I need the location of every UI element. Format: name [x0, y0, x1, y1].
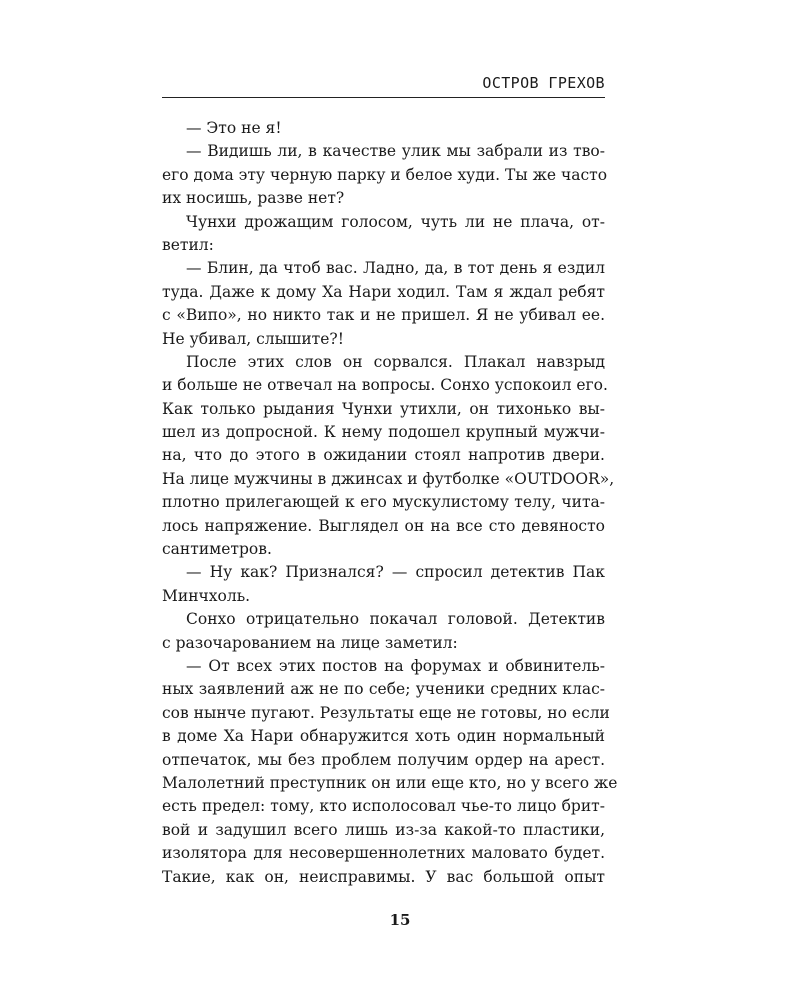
body-text [162, 117, 618, 889]
text-line: шел из допросной. К нему подошел крупный мужчи- [162, 423, 605, 442]
text-line: их носишь, разве нет? [162, 189, 345, 208]
text-line: — Видишь ли, в качестве улик мы забрали из тво- [186, 142, 605, 161]
text-line: ветил: [162, 235, 214, 254]
text-line: На лице мужчины в джинсах и футболке «OUTDOOR», [162, 469, 615, 488]
text-line: отпечаток, мы без проблем получим ордер на арест. [162, 750, 605, 769]
text-line: плотно прилегающей к его мускулистому телу, чита- [162, 493, 605, 512]
text-line: туда. Даже к дому Ха Нари ходил. Там я ждал ребят [162, 282, 605, 301]
text-line: — От всех этих постов на форумах и обвинитель- [186, 656, 605, 675]
text-line: лось напряжение. Выглядел он на все сто девяносто [162, 516, 605, 535]
text-line: После этих слов он сорвался. Плакал навзрыд [186, 352, 605, 371]
text-line: Такие, как он, неисправимы. У вас большой опыт [162, 867, 605, 886]
page-number: 15 [389, 911, 411, 929]
text-line: сов нынче пугают. Результаты еще не готовы, но если [162, 703, 610, 722]
text-line: — Ну как? Признался? — спросил детектив Пак [186, 563, 605, 582]
text-line: Сонхо отрицательно покачал головой. Детектив [186, 610, 605, 629]
text-line: есть предел: тому, кто исполосовал чье-то лицо брит- [162, 797, 605, 816]
text-line: — Это не я! [186, 119, 282, 137]
text-line: Чунхи дрожащим голосом, чуть ли не плача, от- [186, 212, 605, 231]
header-rule [162, 97, 605, 98]
running-title: ОСТРОВ ГРЕХОВ [482, 74, 605, 92]
text-line: изолятора для несовершеннолетних маловато будет. [162, 844, 605, 863]
text-line: в доме Ха Нари обнаружится хоть один нормальный [162, 727, 605, 746]
text-line: и больше не отвечал на вопросы. Сонхо успокоил его. [162, 376, 608, 395]
text-line: ных заявлений аж не по себе; ученики средних клас- [162, 680, 605, 699]
text-line: с разочарованием на лице заметил: [162, 633, 458, 652]
text-line: с «Випо», но никто так и не пришел. Я не убивал ее. [162, 306, 605, 325]
text-line: Как только рыдания Чунхи утихли, он тихонько вы- [162, 399, 605, 418]
text-line: Минчхоль. [162, 586, 251, 605]
text-line: на, что до этого в ожидании стоял напротив двери. [162, 446, 605, 465]
text-line: Малолетний преступник он или еще кто, но у всего же [162, 773, 618, 792]
text-line: — Блин, да чтоб вас. Ладно, да, в тот день я ездил [186, 259, 605, 278]
text-line: его дома эту черную парку и белое худи. Ты же часто [162, 165, 608, 184]
text-line: сантиметров. [162, 540, 272, 559]
text-line: вой и задушил всего лишь из-за какой-то пластики, [162, 820, 605, 839]
text-line: Не убивал, слышите?! [162, 329, 344, 348]
